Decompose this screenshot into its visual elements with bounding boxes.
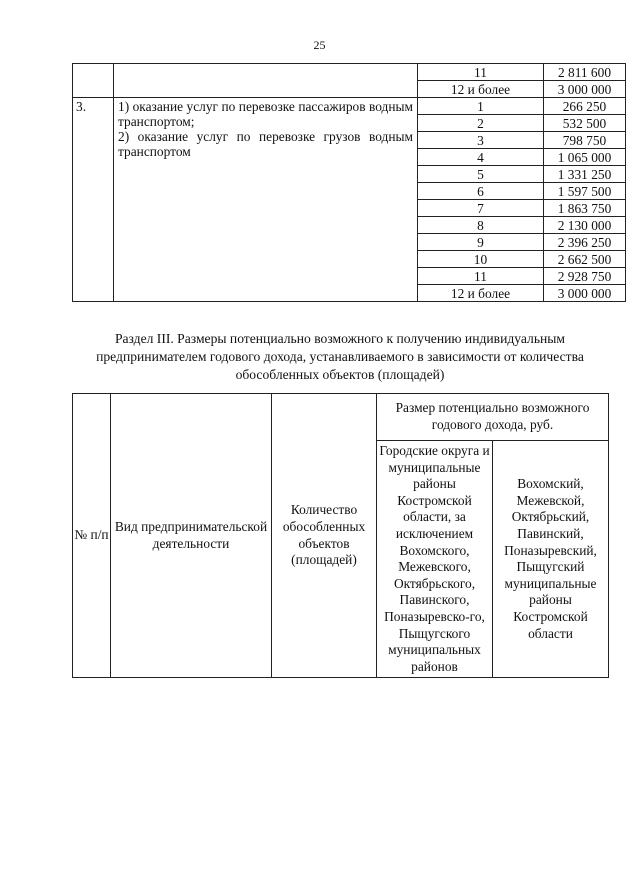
count-cell: 5 (418, 166, 544, 183)
amount-cell: 2 928 750 (544, 268, 626, 285)
amount-cell: 266 250 (544, 98, 626, 115)
section-title-line: предпринимателем годового дохода, устанавливаемого в зависимости от количества (96, 349, 584, 364)
amount-cell: 2 396 250 (544, 234, 626, 251)
header-number: № п/п (73, 394, 111, 678)
amount-cell: 2 130 000 (544, 217, 626, 234)
table-row (73, 64, 626, 81)
section-title-line: обособленных объектов (площадей) (235, 367, 445, 382)
amount-cell: 2 811 600 (544, 64, 626, 81)
amount-cell: 1 863 750 (544, 200, 626, 217)
header-areas-special: Вохомский, Межевской, Октябрьский, Павинский, Поназыревский, Пыщугский муниципальные районы Костромской области (493, 441, 609, 678)
amount-cell: 3 000 000 (544, 81, 626, 98)
page-number: 25 (313, 38, 326, 52)
count-cell: 8 (418, 217, 544, 234)
header-activity: Вид предпринимательской деятельности (111, 394, 272, 678)
header-areas-general: Городские округа и муниципальные районы Костромской области, за исключением Вохомского, Межевского, Октябрьского, Павинского, Поназыревско-го, Пыщугского муниципальных районов (377, 441, 493, 678)
amount-cell: 532 500 (544, 115, 626, 132)
table-row (73, 98, 626, 115)
count-cell: 12 и более (418, 81, 544, 98)
count-cell: 1 (418, 98, 544, 115)
count-cell: 6 (418, 183, 544, 200)
header-quantity: Количество обособленных объектов (площадей) (272, 394, 377, 678)
amount-cell: 798 750 (544, 132, 626, 149)
count-cell: 11 (418, 64, 544, 81)
count-cell: 10 (418, 251, 544, 268)
count-cell: 9 (418, 234, 544, 251)
activity-description-2: 2) оказание услуг по перевозке грузов водным транспортом (118, 129, 413, 159)
activity-description-1: 1) оказание услуг по перевозке пассажиров водным транспортом; (118, 99, 413, 129)
activity-cell (114, 98, 418, 302)
amount-cell: 3 000 000 (544, 285, 626, 302)
amount-cell: 2 662 500 (544, 251, 626, 268)
count-cell: 3 (418, 132, 544, 149)
table-header-row (73, 394, 609, 441)
section-title (60, 330, 620, 384)
amount-cell: 1 065 000 (544, 149, 626, 166)
count-cell: 2 (418, 115, 544, 132)
activity-cell (114, 64, 418, 98)
row-number-cell (73, 64, 114, 98)
count-cell: 7 (418, 200, 544, 217)
count-cell: 12 и более (418, 285, 544, 302)
income-table-continued (72, 63, 626, 302)
amount-cell: 1 597 500 (544, 183, 626, 200)
count-cell: 11 (418, 268, 544, 285)
row-number-cell: 3. (73, 98, 114, 302)
income-table-section3 (72, 393, 609, 678)
section-title-line: Раздел III. Размеры потенциально возможного к получению индивидуальным (114, 331, 566, 346)
count-cell: 4 (418, 149, 544, 166)
header-income-size: Размер потенциально возможного годового дохода, руб. (377, 394, 609, 441)
amount-cell: 1 331 250 (544, 166, 626, 183)
